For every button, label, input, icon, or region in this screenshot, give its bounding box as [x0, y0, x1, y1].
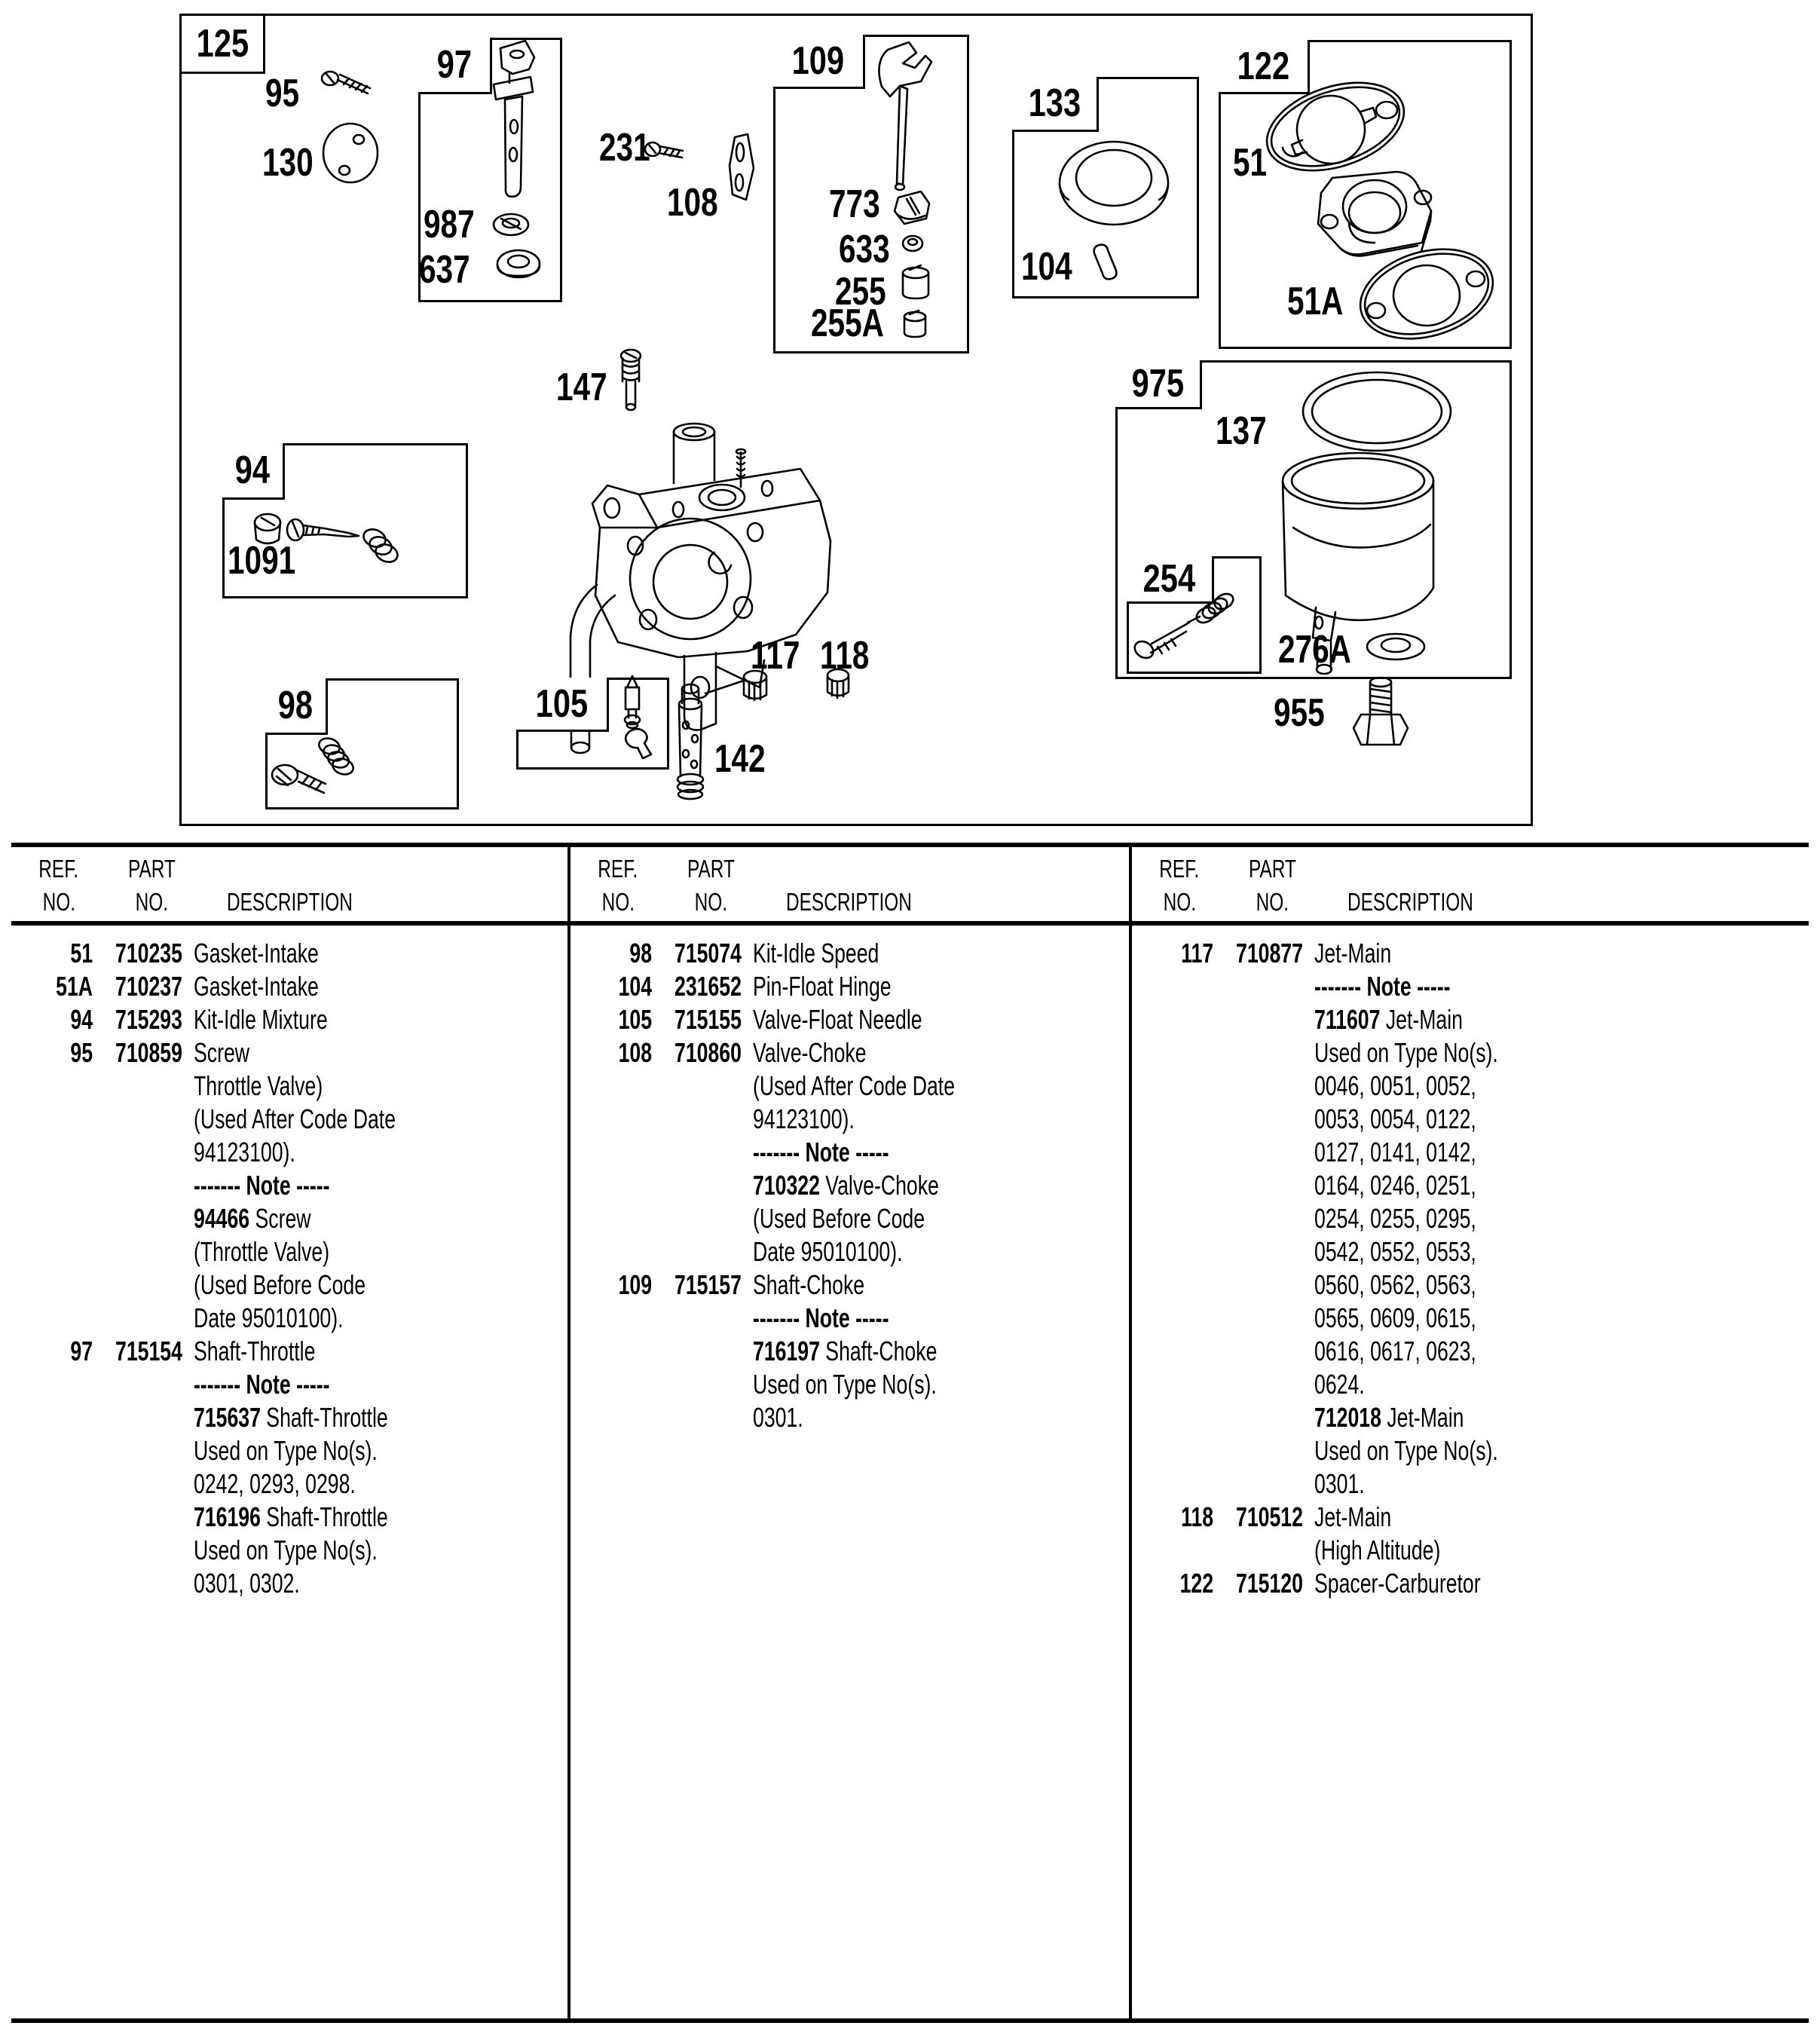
description-cell: 94123100).: [753, 1103, 855, 1134]
description-cell: Valve-Choke: [753, 1037, 867, 1068]
callout-108: [667, 181, 733, 225]
group-98-label-text: 98: [277, 684, 314, 727]
col1-header-ref1: REF.: [38, 855, 79, 883]
description-cell: ------- Note -----: [194, 1170, 330, 1201]
table-row-col3-117-cont4: [1132, 1071, 1690, 1104]
table-row-col2-108: [570, 1038, 1128, 1071]
part-no-cell: 710877: [1236, 938, 1303, 969]
callout-637: [419, 248, 485, 292]
description-cell: Kit-Idle Speed: [753, 938, 879, 969]
description-cell: 712018 Jet-Main: [1314, 1402, 1464, 1433]
part-no-cell: 710859: [115, 1037, 182, 1068]
group-975-label-text: 975: [1131, 362, 1184, 405]
table-row-col2-98: [570, 938, 1128, 972]
description-cell: 94123100).: [194, 1137, 295, 1167]
description-cell: (High Altitude): [1314, 1535, 1441, 1565]
table-header-rule: [11, 921, 1809, 926]
table-row-col3-117-cont16: [1132, 1469, 1690, 1502]
callout-955: [1274, 693, 1339, 733]
col2-header-part1: PART: [687, 855, 735, 883]
col2-header-part2: NO.: [694, 888, 727, 916]
part-no-cell: 715155: [674, 1004, 742, 1035]
table-row-col2-105: [570, 1005, 1128, 1038]
description-cell: 0301.: [753, 1402, 803, 1433]
part-no-cell: 715120: [1236, 1568, 1303, 1599]
description-cell: (Used After Code Date: [194, 1103, 396, 1134]
group-122-label-text: 122: [1237, 44, 1289, 88]
callout-117-text: 117: [751, 634, 800, 678]
table-row-col3-117-cont1: [1132, 972, 1690, 1005]
table-row-col2-109-cont4: [570, 1403, 1128, 1436]
callout-276A-text: 276A: [1278, 628, 1351, 672]
description-cell: Throttle Valve): [194, 1070, 323, 1101]
col2-header-ref2: NO.: [601, 888, 635, 916]
col3-header-part1: PART: [1248, 855, 1296, 883]
description-cell: Jet-Main: [1314, 938, 1392, 969]
table-row-col1-95-cont5: [11, 1204, 569, 1237]
callout-104-text: 104: [1021, 245, 1072, 289]
col3-header-ref2: NO.: [1163, 888, 1196, 916]
ref-no-cell: 94: [70, 1004, 93, 1035]
col3-header-description: DESCRIPTION: [1347, 888, 1473, 916]
description-cell: (Used Before Code: [194, 1269, 366, 1300]
table-row-col2-108-cont5: [570, 1204, 1128, 1237]
table-row-col2-109-cont3: [570, 1369, 1128, 1403]
ref-no-cell: 108: [618, 1037, 652, 1068]
part-no-cell: 715074: [674, 938, 742, 969]
table-row-col3-117-cont13: [1132, 1369, 1690, 1403]
group-105-label: [516, 678, 609, 732]
group-254: [1127, 556, 1262, 674]
description-cell: 0301.: [1314, 1468, 1365, 1499]
ref-no-cell: 122: [1179, 1568, 1213, 1599]
description-cell: (Used Before Code: [753, 1203, 925, 1234]
callout-142-text: 142: [714, 737, 766, 781]
ref-no-cell: 104: [618, 971, 652, 1002]
ref-no-cell: 105: [618, 1004, 652, 1035]
description-cell: 0046, 0051, 0052,: [1314, 1070, 1476, 1101]
callout-104: [1021, 245, 1087, 289]
callout-117: [751, 634, 814, 678]
description-cell: ------- Note -----: [194, 1369, 330, 1400]
table-row-col3-117-cont11: [1132, 1303, 1690, 1336]
col2-header-ref1: REF.: [598, 855, 638, 883]
group-98: [265, 678, 459, 809]
callout-147: [556, 368, 622, 407]
table-row-col2-109-cont1: [570, 1303, 1128, 1336]
callout-95: [265, 74, 309, 113]
callout-1091-text: 1091: [228, 539, 296, 583]
group-109-label-text: 109: [791, 38, 845, 83]
table-row-col3-117-cont3: [1132, 1038, 1690, 1071]
callout-633: [839, 230, 904, 269]
description-cell: Used on Type No(s).: [753, 1369, 937, 1400]
callout-255A-text: 255A: [811, 301, 884, 345]
table-row-col1-51: [11, 938, 569, 972]
table-row-col1-97-cont6: [11, 1535, 569, 1568]
callout-637-text: 637: [419, 248, 470, 292]
callout-130: [262, 141, 328, 185]
callout-1091: [228, 539, 315, 583]
note-part-number: 715637: [194, 1402, 261, 1433]
description-cell: 715637 Shaft-Throttle: [194, 1402, 388, 1433]
table-row-col3-122: [1132, 1568, 1690, 1602]
table-row-col1-97-cont3: [11, 1436, 569, 1469]
group-109-label: [773, 35, 865, 89]
description-cell: 0164, 0246, 0251,: [1314, 1170, 1476, 1201]
description-cell: Date 95010100).: [753, 1236, 903, 1267]
group-105-label-text: 105: [535, 681, 588, 726]
description-cell: 0301, 0302.: [194, 1568, 300, 1599]
table-row-col3-117-cont14: [1132, 1403, 1690, 1436]
callout-987: [424, 205, 489, 244]
note-part-number: 710322: [753, 1170, 820, 1201]
table-row-col1-97-cont1: [11, 1369, 569, 1403]
callout-955-text: 955: [1274, 691, 1325, 735]
note-part-number: 712018: [1314, 1402, 1381, 1433]
table-row-col1-51A: [11, 972, 569, 1005]
callout-142: [714, 739, 780, 779]
table-row-col3-117-cont10: [1132, 1270, 1690, 1303]
callout-231: [599, 126, 665, 170]
part-no-cell: 710237: [115, 971, 182, 1002]
table-row-col1-95-cont2: [11, 1104, 569, 1137]
callout-51A-text: 51A: [1287, 280, 1344, 323]
group-97-label: [418, 38, 492, 94]
description-cell: Kit-Idle Mixture: [194, 1004, 328, 1035]
description-cell: Gasket-Intake: [194, 971, 319, 1002]
description-cell: Shaft-Throttle: [194, 1336, 316, 1366]
part-no-cell: 710235: [115, 938, 182, 969]
group-122: [1219, 40, 1512, 349]
table-row-col1-95-cont8: [11, 1303, 569, 1336]
table-row-col1-97-cont4: [11, 1469, 569, 1502]
group-97-label-text: 97: [436, 43, 472, 87]
description-cell: 716196 Shaft-Throttle: [194, 1501, 388, 1532]
table-row-col3-117-cont2: [1132, 1005, 1690, 1038]
table-row-col3-117-cont15: [1132, 1436, 1690, 1469]
table-row-col1-97-cont7: [11, 1568, 569, 1602]
description-cell: 0624.: [1314, 1369, 1365, 1400]
description-cell: Jet-Main: [1314, 1501, 1392, 1532]
description-cell: 0616, 0617, 0623,: [1314, 1336, 1476, 1366]
description-cell: Gasket-Intake: [194, 938, 319, 969]
ref-no-cell: 109: [618, 1269, 652, 1300]
note-part-number: 716196: [194, 1501, 261, 1532]
callout-51A: [1287, 282, 1359, 321]
table-row-col1-95-cont1: [11, 1071, 569, 1104]
callout-773: [829, 182, 895, 226]
group-254-label-text: 254: [1142, 557, 1196, 601]
description-cell: 0127, 0141, 0142,: [1314, 1137, 1476, 1167]
description-cell: Shaft-Choke: [753, 1269, 865, 1300]
table-top-rule: [11, 843, 1809, 847]
callout-773-text: 773: [829, 182, 880, 226]
table-row-col3-117-cont7: [1132, 1171, 1690, 1204]
col3-header-part2: NO.: [1256, 888, 1289, 916]
table-row-col1-97-cont5: [11, 1502, 569, 1535]
callout-633-text: 633: [839, 228, 890, 271]
description-cell: (Throttle Valve): [194, 1236, 330, 1267]
description-cell: ------- Note -----: [1314, 971, 1451, 1002]
table-row-col2-109-cont2: [570, 1336, 1128, 1369]
table-row-col1-95-cont7: [11, 1270, 569, 1303]
table-row-col2-108-cont2: [570, 1104, 1128, 1137]
table-row-col3-118: [1132, 1502, 1690, 1535]
description-cell: ------- Note -----: [753, 1302, 889, 1333]
callout-118-text: 118: [820, 634, 870, 678]
part-no-cell: 231652: [674, 971, 742, 1002]
note-part-number: 716197: [753, 1336, 820, 1366]
part-no-cell: 715293: [115, 1004, 182, 1035]
description-cell: Pin-Float Hinge: [753, 971, 892, 1002]
part-no-cell: 710512: [1236, 1501, 1303, 1532]
table-row-col3-118-cont1: [1132, 1535, 1690, 1568]
group-133-label: [1012, 77, 1099, 132]
description-cell: 716197 Shaft-Choke: [753, 1336, 938, 1366]
description-cell: 0542, 0552, 0553,: [1314, 1236, 1476, 1267]
table-row-col1-94: [11, 1005, 569, 1038]
table-row-col3-117-cont5: [1132, 1104, 1690, 1137]
description-cell: 0053, 0054, 0122,: [1314, 1103, 1476, 1134]
description-cell: Used on Type No(s).: [1314, 1435, 1498, 1466]
ref-no-cell: 117: [1181, 938, 1213, 969]
callout-51: [1233, 141, 1277, 185]
table-row-col3-117-cont12: [1132, 1336, 1690, 1369]
description-cell: Used on Type No(s).: [194, 1535, 378, 1565]
group-975-label: [1115, 360, 1202, 409]
table-row-col2-109: [570, 1270, 1128, 1303]
col1-header-ref2: NO.: [42, 888, 75, 916]
table-bottom-rule: [11, 2018, 1809, 2023]
table-row-col3-117-cont8: [1132, 1204, 1690, 1237]
callout-276A: [1278, 628, 1372, 672]
table-row-col2-108-cont4: [570, 1171, 1128, 1204]
description-cell: (Used After Code Date: [753, 1070, 956, 1101]
description-cell: Spacer-Carburetor: [1314, 1568, 1481, 1599]
table-row-col1-97: [11, 1336, 569, 1369]
table-row-col1-97-cont2: [11, 1403, 569, 1436]
callout-137: [1216, 409, 1281, 453]
table-row-col1-95-cont4: [11, 1171, 569, 1204]
callout-231-text: 231: [599, 126, 650, 170]
description-cell: 710322 Valve-Choke: [753, 1170, 939, 1201]
callout-51-text: 51: [1233, 141, 1268, 185]
callout-987-text: 987: [424, 203, 475, 246]
callout-95-text: 95: [265, 72, 300, 115]
diagram-group-label-125: 125: [179, 14, 265, 74]
table-row-col3-117-cont6: [1132, 1137, 1690, 1171]
note-part-number: 711607: [1314, 1004, 1381, 1035]
table-row-col1-95-cont6: [11, 1237, 569, 1270]
group-94-label: [222, 443, 285, 500]
note-part-number: 94466: [194, 1203, 250, 1234]
callout-147-text: 147: [556, 366, 607, 409]
table-row-col3-117: [1132, 938, 1690, 972]
col1-header-description: DESCRIPTION: [227, 888, 353, 916]
callout-130-text: 130: [262, 141, 314, 185]
table-row-col2-108-cont3: [570, 1137, 1128, 1171]
callout-137-text: 137: [1216, 409, 1267, 453]
callout-118: [820, 634, 883, 678]
description-cell: Used on Type No(s).: [194, 1435, 378, 1466]
col1-header-part1: PART: [127, 855, 176, 883]
table-row-col2-108-cont6: [570, 1237, 1128, 1270]
ref-no-cell: 97: [70, 1336, 93, 1366]
description-cell: Date 95010100).: [194, 1302, 344, 1333]
col1-header-part2: NO.: [135, 888, 168, 916]
group-122-label: [1219, 40, 1310, 94]
ref-no-cell: 118: [1181, 1501, 1213, 1532]
part-no-cell: 710860: [674, 1037, 742, 1068]
description-cell: Used on Type No(s).: [1314, 1037, 1498, 1068]
callout-255-text: 255: [835, 270, 886, 314]
description-cell: 0565, 0609, 0615,: [1314, 1302, 1476, 1333]
table-row-col2-104: [570, 972, 1128, 1005]
ref-no-cell: 51A: [56, 971, 93, 1002]
description-cell: ------- Note -----: [753, 1137, 889, 1167]
table-row-col2-108-cont1: [570, 1071, 1128, 1104]
ref-no-cell: 95: [70, 1037, 93, 1068]
table-row-col1-95-cont3: [11, 1137, 569, 1171]
part-no-cell: 715157: [674, 1269, 742, 1300]
callout-255A: [811, 301, 904, 345]
table-row-col1-95: [11, 1038, 569, 1071]
group-94-label-text: 94: [234, 448, 271, 492]
group-105: [516, 678, 669, 770]
col2-header-description: DESCRIPTION: [786, 888, 912, 916]
description-cell: 0560, 0562, 0563,: [1314, 1269, 1476, 1300]
callout-108-text: 108: [667, 181, 718, 225]
description-cell: 0242, 0293, 0298.: [194, 1468, 356, 1499]
ref-no-cell: 98: [629, 938, 652, 969]
part-no-cell: 715154: [115, 1336, 182, 1366]
table-row-col3-117-cont9: [1132, 1237, 1690, 1270]
col3-header-ref1: REF.: [1159, 855, 1200, 883]
description-cell: 711607 Jet-Main: [1314, 1004, 1463, 1035]
group-254-label: [1127, 556, 1214, 604]
ref-no-cell: 51: [70, 938, 93, 969]
description-cell: 0254, 0255, 0295,: [1314, 1203, 1476, 1234]
description-cell: Valve-Float Needle: [753, 1004, 922, 1035]
group-133-label-text: 133: [1028, 81, 1081, 125]
group-98-label: [265, 678, 328, 735]
description-cell: 94466 Screw: [194, 1203, 311, 1234]
description-cell: Screw: [194, 1037, 250, 1068]
